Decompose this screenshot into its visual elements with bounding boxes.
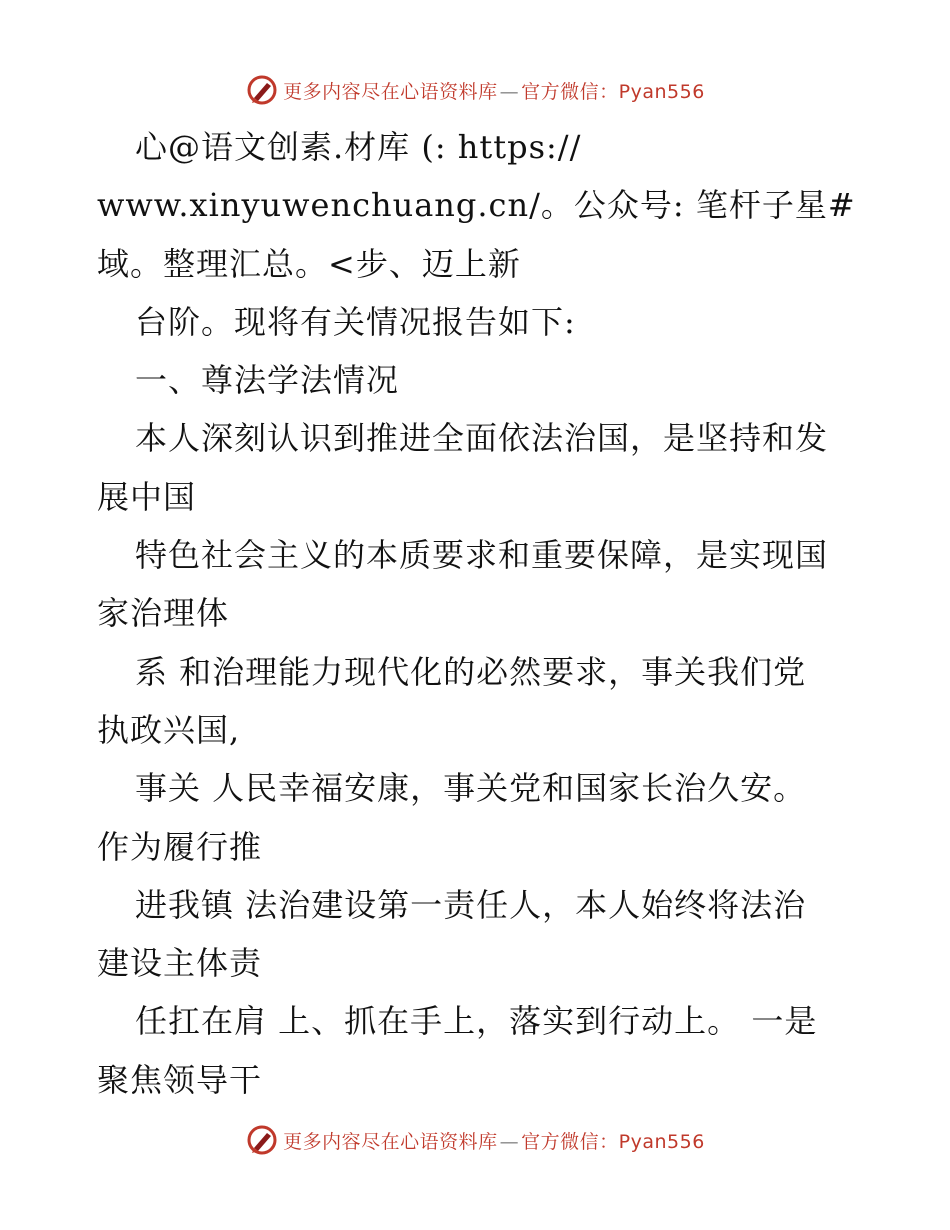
text-line: 系 和治理能力现代化的必然要求，事关我们党 (135, 652, 807, 691)
pen-circle-logo-icon (245, 73, 279, 107)
text-line: 建设主体责 (97, 944, 263, 983)
banner-text: 更多内容尽在心语资料库 — 官方微信：Pyan556 (283, 80, 705, 103)
footer-watermark-banner (0, 1120, 950, 1160)
text-line: 任扛在肩 上、抓在手上，落实到行动上。 一是 (135, 1002, 818, 1041)
text-line: 一、尊法学法情况 (135, 361, 400, 400)
text-line: 特色社会主义的本质要求和重要保障，是实现国 (135, 536, 829, 575)
text-line: 台阶。现将有关情况报告如下: (135, 302, 576, 341)
text-line: 聚焦领导干 (97, 1060, 263, 1099)
text-line: 心@语文创素.材库 (: https:// (135, 128, 582, 166)
document-body (97, 118, 867, 1109)
pen-circle-logo-icon (245, 1123, 279, 1157)
text-line: 进我镇 法治建设第一责任人，本人始终将法治 (135, 885, 807, 924)
header-watermark-banner (0, 70, 950, 110)
text-line: 作为履行推 (97, 827, 263, 866)
banner-text: 更多内容尽在心语资料库 — 官方微信：Pyan556 (283, 1130, 705, 1153)
text-line: 展中国 (97, 477, 197, 516)
text-line: 执政兴国, (97, 710, 241, 749)
text-line: 本人深刻认识到推进全面依法治国，是坚持和发 (135, 419, 829, 458)
text-line: www.xinyuwenchuang.cn/。公众号: 笔杆子星# (97, 186, 856, 225)
text-line: 域。整理汇总。<步、迈上新 (97, 244, 521, 283)
text-line: 事关 人民幸福安康，事关党和国家长治久安。 (135, 769, 807, 808)
text-line: 家治理体 (97, 594, 230, 633)
